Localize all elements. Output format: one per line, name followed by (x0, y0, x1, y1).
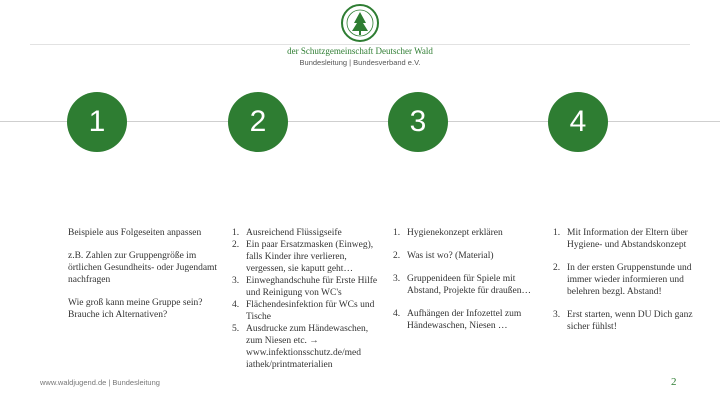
column-1-paragraph: Wie groß kann meine Gruppe sein? Brauche ich Alternativen? (68, 298, 203, 320)
list-item: 2. Was ist wo? (Material) (393, 251, 494, 261)
list-item: 4. Aufhängen der Infozettel zum Händewaschen, Niesen … (393, 309, 522, 331)
column-4 (553, 227, 693, 344)
step-circle-3: 3 (388, 92, 448, 152)
column-3 (393, 227, 543, 343)
list-item: 2. In der ersten Gruppenstunde und immer wieder informieren und belehren bezgl. Abstand! (553, 263, 692, 297)
list-item: 2. Ein paar Ersatzmasken (Einweg), falls Kinder ihre verlieren, vergessen, sie kaputt geht… (232, 240, 374, 274)
column-1-paragraph: z.B. Zahlen zur Gruppengröße im örtlichen Gesundheits- oder Jugendamt nachfragen (68, 251, 218, 285)
step-circle-2: 2 (228, 92, 288, 152)
waldjugend-emblem-icon (340, 3, 380, 43)
list-item: 1. Ausreichend Flüssigseife (232, 228, 342, 238)
list-item: 3. Einweghandschuhe für Erste Hilfe und Reinigung von WC's (232, 276, 378, 298)
list-item: 1. Mit Information der Eltern über Hygiene- und Abstandskonzept (553, 228, 688, 250)
list-item: 1. Hygienekonzept erklären (393, 228, 503, 238)
column-2 (232, 227, 382, 371)
list-item: 4. Flächendesinfektion für WCs und Tische (232, 300, 375, 322)
org-subtitle: Bundesleitung | Bundesverband e.V. (299, 58, 421, 67)
list-item: 3. Erst starten, wenn DU Dich ganz sicher fühlst! (553, 310, 693, 332)
footer-website: www.waldjugend.de | Bundesleitung (40, 378, 160, 387)
column-3-list (393, 227, 543, 332)
column-1-paragraph: Beispiele aus Folgeseiten anpassen (68, 228, 202, 238)
page-number: 2 (671, 376, 677, 388)
column-2-list (232, 227, 382, 371)
list-item: 3. Gruppenideen für Spiele mit Abstand, Projekte für draußen… (393, 274, 531, 296)
column-1 (68, 227, 218, 332)
list-item: 5. Ausdrucke zum Händewaschen, zum Niesen etc. → www.infektionsschutz.de/med iathek/printmaterialien (232, 324, 369, 370)
step-circle-1: 1 (67, 92, 127, 152)
column-4-list (553, 227, 693, 333)
step-circle-4: 4 (548, 92, 608, 152)
header-divider (30, 44, 690, 45)
org-name: der Schutzgemeinschaft Deutscher Wald (287, 46, 433, 56)
